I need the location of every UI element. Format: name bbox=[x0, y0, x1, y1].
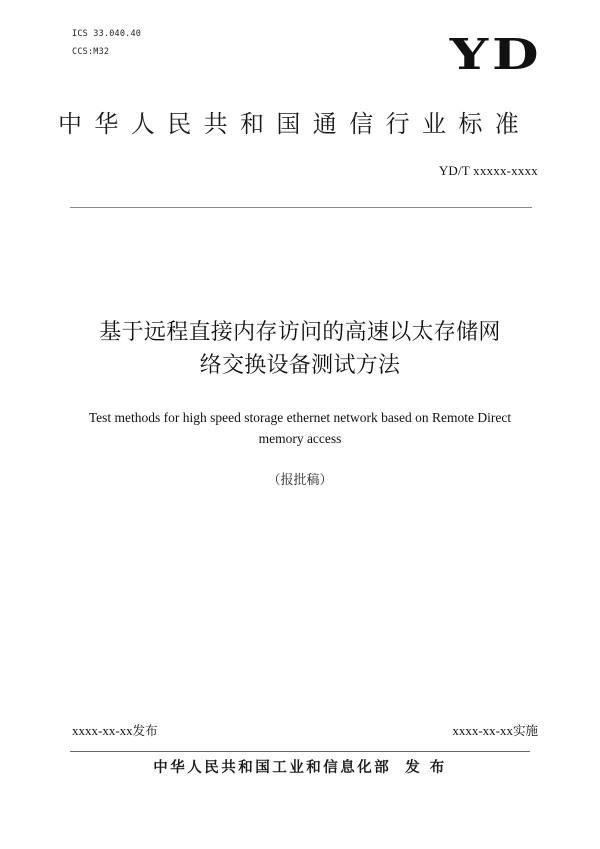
title-en-line-2: memory access bbox=[258, 431, 342, 446]
ics-code: ICS 33.040.40 bbox=[72, 29, 142, 39]
issuer-action: 发 布 bbox=[405, 760, 447, 776]
standard-code: YD/T xxxxx-xxxx bbox=[438, 163, 538, 178]
yd-logo: YD bbox=[449, 30, 542, 79]
title-en-line-1: Test methods for high speed storage ethernet network based on Remote Direct bbox=[88, 410, 512, 425]
title-cn-line-1: 基于远程直接内存访问的高速以太存储网 bbox=[99, 320, 501, 345]
footer-divider bbox=[70, 751, 530, 752]
ccs-code: CCS:M32 bbox=[72, 47, 110, 57]
publish-date-value: xxxx-xx-xx bbox=[72, 723, 133, 738]
issuer-name: 中华人民共和国工业和信息化部 bbox=[153, 760, 392, 776]
implement-label: 实施 bbox=[512, 723, 538, 738]
title-cn-line-2: 络交换设备测试方法 bbox=[199, 353, 401, 378]
issuer-line bbox=[0, 756, 600, 777]
document-title-chinese bbox=[50, 316, 550, 382]
header-divider bbox=[70, 207, 532, 208]
implement-date bbox=[452, 721, 538, 739]
publish-label: 发布 bbox=[132, 723, 158, 738]
standard-category-heading: 中华人民共和国通信行业标准 bbox=[58, 110, 532, 138]
publish-date bbox=[72, 721, 158, 739]
implement-date-value: xxxx-xx-xx bbox=[452, 723, 513, 738]
document-title-english bbox=[40, 407, 560, 449]
draft-status: （报批稿） bbox=[267, 473, 333, 488]
